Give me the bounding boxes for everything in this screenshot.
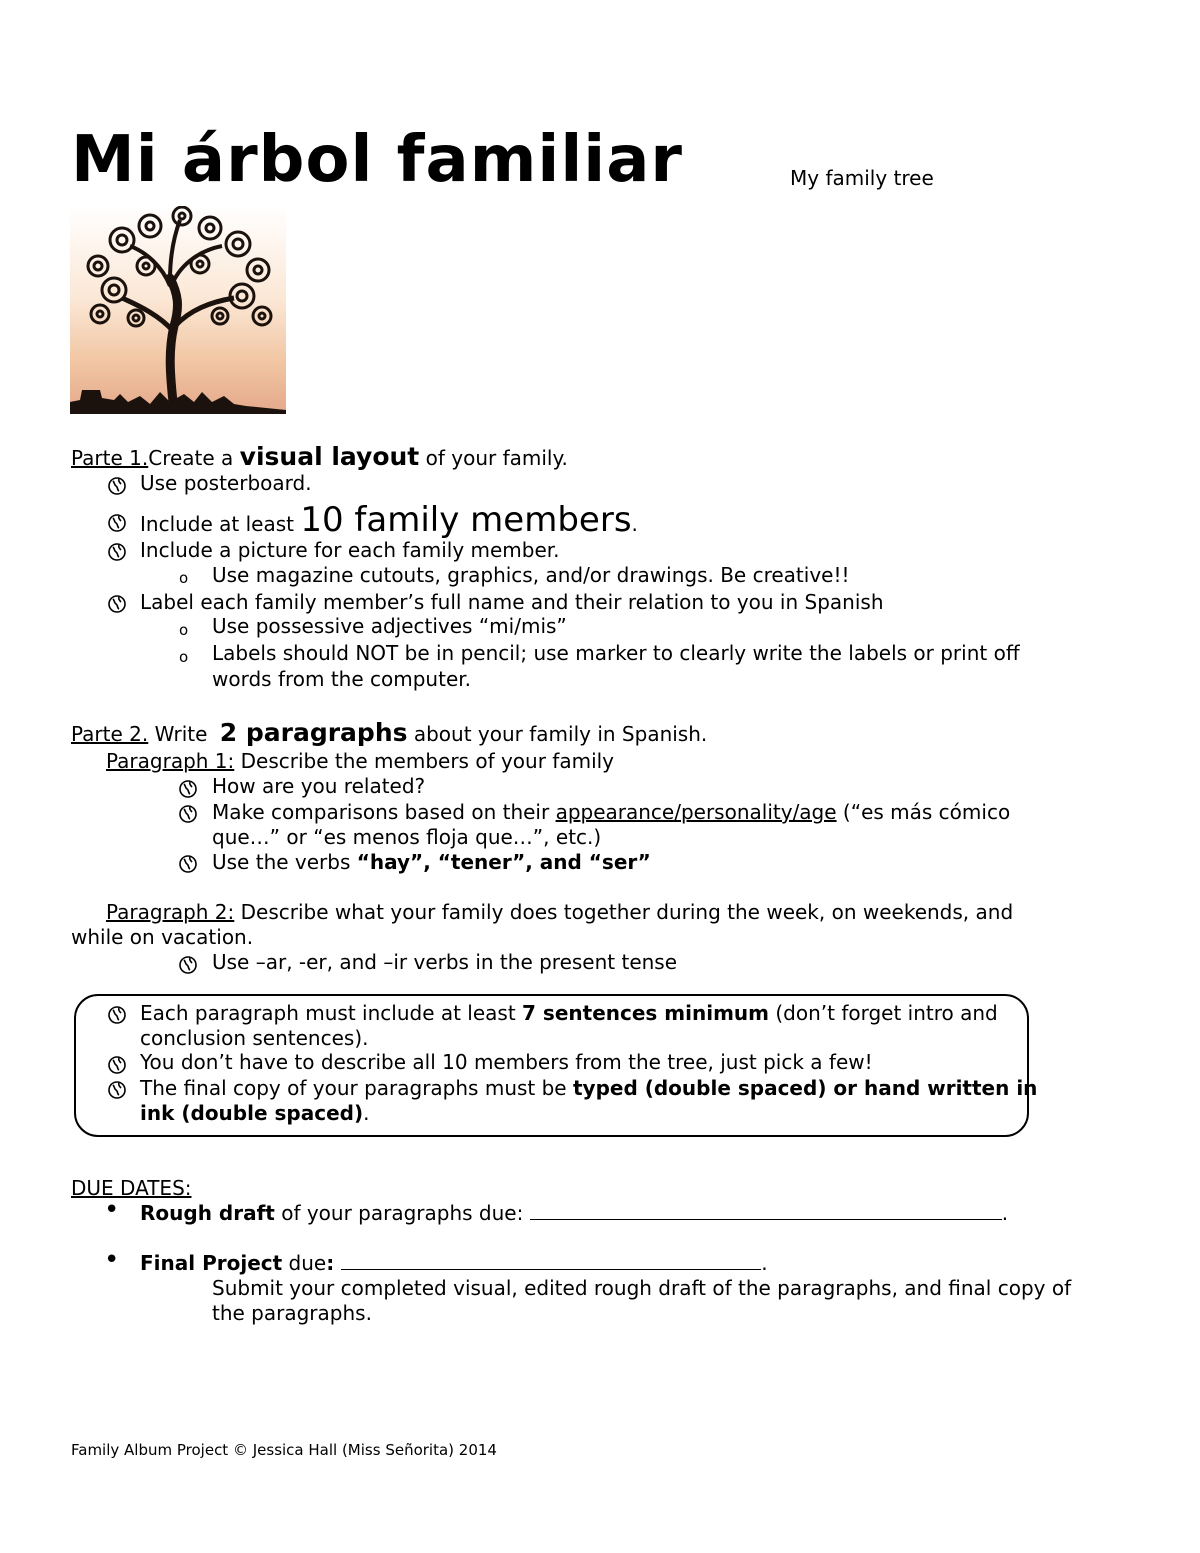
due-rough-draft — [140, 1201, 1008, 1226]
parte1-intro-pre: Create a — [148, 446, 240, 470]
rough-draft-end: . — [1001, 1201, 1009, 1225]
compare-post: (“es más cómico — [836, 800, 1011, 824]
parte2-intro-post: about your family in Spanish. — [407, 722, 708, 746]
globe-icon — [107, 1055, 127, 1075]
globe-icon — [178, 804, 198, 824]
parte1-intro — [71, 444, 568, 471]
sub-item-marker-2: words from the computer. — [212, 667, 471, 691]
verbs-bold: “hay”, “tener”, and “ser” — [356, 850, 651, 874]
paragraph2-line — [106, 900, 1013, 925]
sub-item-marker-1: Labels should NOT be in pencil; use marker to clearly write the labels or print off — [212, 641, 1020, 665]
final-project-end: . — [761, 1251, 768, 1275]
p1-item-compare-cont: que…” or “es menos floja que…”, etc.) — [212, 825, 602, 849]
page-title: Mi árbol familiar — [71, 123, 683, 197]
sub-bullet-o: o — [179, 621, 189, 639]
submit-line-1: Submit your completed visual, edited rough draft of the paragraphs, and final copy of — [212, 1276, 1072, 1300]
paragraph1-text: Describe the members of your family — [234, 749, 615, 773]
visual-layout-emphasis: visual layout — [239, 442, 420, 471]
due-bullet: • — [104, 1195, 120, 1225]
parte1-intro-post: of your family. — [419, 446, 568, 470]
paragraphs-emphasis: 2 paragraphs — [219, 718, 408, 747]
sub-item-picture: Use magazine cutouts, graphics, and/or drawings. Be creative!! — [212, 563, 850, 587]
due-bullet: • — [104, 1245, 120, 1275]
globe-icon — [107, 1005, 127, 1025]
globe-icon — [107, 513, 127, 533]
globe-icon — [107, 1080, 127, 1100]
footer-copyright: Family Album Project © Jessica Hall (Miss Señorita) 2014 — [71, 1441, 497, 1459]
globe-icon — [107, 476, 127, 496]
final-project-date-blank[interactable] — [341, 1251, 761, 1270]
verbs-pre: Use the verbs — [212, 850, 357, 874]
paragraph1-line — [106, 749, 614, 774]
final-copy-end: . — [363, 1101, 370, 1125]
globe-icon — [178, 955, 198, 975]
parte1-item-label: Label each family member’s full name and their relation to you in Spanish — [140, 590, 884, 614]
page-subtitle: My family tree — [790, 166, 934, 190]
sub-item-possessive: Use possessive adjectives “mi/mis” — [212, 614, 567, 638]
sentences-pre: Each paragraph must include at least — [140, 1001, 523, 1025]
due-dates-heading: DUE DATES: — [71, 1176, 192, 1200]
paragraph1-heading: Paragraph 1: — [106, 749, 235, 773]
members-end: . — [631, 512, 638, 536]
members-pre: Include at least — [140, 512, 301, 536]
p1-item-compare — [212, 800, 1010, 825]
members-emphasis: 10 family members — [300, 500, 632, 540]
rough-draft-bold: Rough draft — [140, 1201, 275, 1225]
final-copy-cont-bold: ink (double spaced) — [140, 1101, 364, 1125]
final-project-bold: Final Project — [140, 1251, 283, 1275]
box-item-members: You don’t have to describe all 10 members from the tree, just pick a few! — [140, 1050, 873, 1074]
globe-icon — [178, 854, 198, 874]
sub-bullet-o: o — [179, 648, 189, 666]
p1-item-related: How are you related? — [212, 774, 426, 798]
sub-bullet-o: o — [179, 569, 189, 587]
box-item-sentences — [140, 1001, 998, 1026]
paragraph2-heading: Paragraph 2: — [106, 900, 235, 924]
parte1-item-picture: Include a picture for each family member. — [140, 538, 560, 562]
sentences-bold: 7 sentences minimum — [522, 1001, 769, 1025]
family-tree-image — [70, 206, 286, 414]
box-item-final-copy-cont — [140, 1101, 369, 1126]
globe-icon — [107, 542, 127, 562]
rough-draft-date-blank[interactable] — [530, 1201, 1002, 1220]
p1-item-verbs — [212, 850, 651, 875]
compare-pre: Make comparisons based on their — [212, 800, 556, 824]
parte2-intro — [71, 720, 707, 747]
final-copy-pre: The final copy of your paragraphs must be — [140, 1076, 573, 1100]
parte1-heading: Parte 1. — [71, 446, 149, 470]
parte2-intro-pre: Write — [148, 722, 214, 746]
box-item-sentences-cont: conclusion sentences). — [140, 1026, 369, 1050]
parte1-item-posterboard: Use posterboard. — [140, 471, 312, 495]
final-project-colon: : — [326, 1251, 342, 1275]
final-project-text: due — [282, 1251, 327, 1275]
globe-icon — [178, 779, 198, 799]
final-copy-bold: typed (double spaced) or hand written in — [572, 1076, 1038, 1100]
paragraph2-text: Describe what your family does together during the week, on weekends, and — [234, 900, 1014, 924]
sentences-post: (don’t forget intro and — [769, 1001, 998, 1025]
globe-icon — [107, 594, 127, 614]
parte2-heading: Parte 2. — [71, 722, 149, 746]
p2-item-verbs: Use –ar, -er, and –ir verbs in the present tense — [212, 950, 678, 974]
compare-underlined: appearance/personality/age — [555, 800, 837, 824]
due-final-project — [140, 1251, 768, 1276]
paragraph2-cont: while on vacation. — [71, 925, 254, 949]
box-item-final-copy — [140, 1076, 1037, 1101]
submit-line-2: the paragraphs. — [212, 1301, 372, 1325]
rough-draft-text: of your paragraphs due: — [274, 1201, 530, 1225]
